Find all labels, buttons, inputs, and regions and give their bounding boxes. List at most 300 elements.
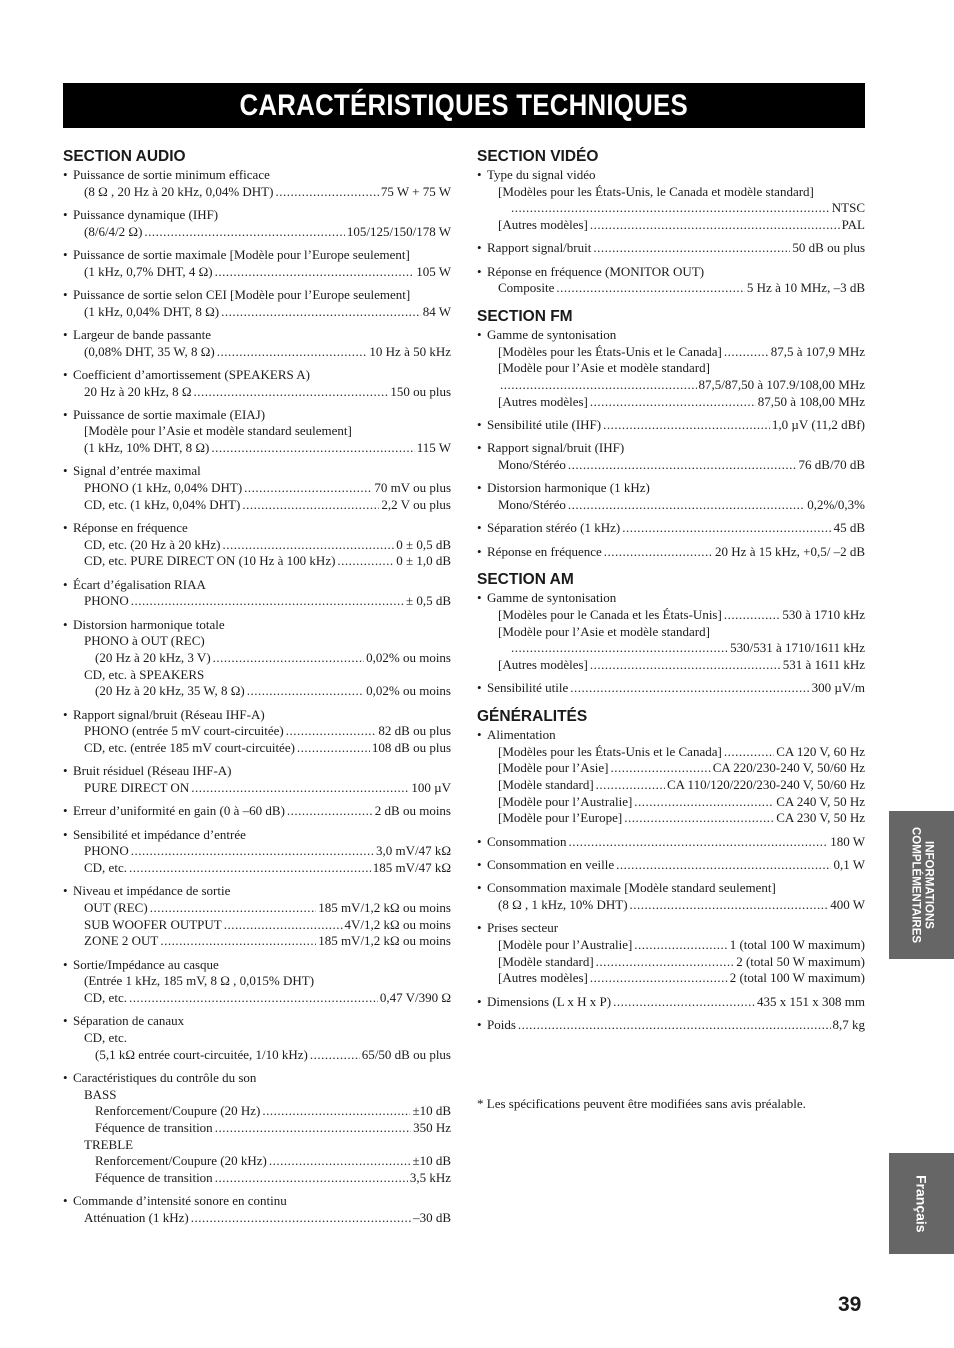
spec-label: Rapport signal/bruit (Réseau IHF-A) (73, 706, 265, 722)
dot-leader (262, 1103, 410, 1120)
spec-item (477, 880, 865, 913)
spec-label: (Entrée 1 kHz, 185 mV, 8 Ω , 0,015% DHT) (84, 973, 315, 989)
spec-item (477, 417, 865, 434)
dot-leader (224, 917, 343, 934)
bullet: • (63, 826, 68, 842)
spec-line (477, 480, 865, 497)
spec-label: CD, etc. PURE DIRECT ON (10 Hz à 100 kHz) (84, 553, 336, 569)
dot-leader (211, 440, 414, 457)
bullet: • (63, 286, 68, 302)
spec-line (477, 920, 865, 937)
bullet: • (63, 1193, 68, 1209)
spec-section (477, 707, 865, 1034)
spec-value: ±10 dB (412, 1153, 451, 1169)
spec-item (477, 480, 865, 513)
spec-line (477, 624, 865, 641)
spec-line (63, 1210, 451, 1227)
spec-item (63, 577, 451, 610)
spec-item (63, 957, 451, 1007)
dot-leader (213, 650, 364, 667)
spec-value: CA 230 V, 50 Hz (776, 810, 865, 826)
spec-label: Gamme de syntonisation (487, 326, 617, 342)
spec-label: Alimentation (487, 726, 556, 742)
spec-line (63, 917, 451, 934)
bullet: • (477, 1016, 482, 1032)
section-heading: SECTION AUDIO (63, 148, 186, 165)
dot-leader (724, 607, 780, 624)
spec-item (477, 264, 865, 297)
spec-value: 2 dB ou moins (374, 803, 451, 819)
spec-line (63, 827, 451, 844)
dot-leader (556, 280, 745, 297)
spec-line (477, 954, 865, 971)
spec-item (63, 827, 451, 877)
bullet: • (477, 543, 482, 559)
spec-item (477, 994, 865, 1011)
spec-line (63, 497, 451, 514)
spec-label: [Modèle pour l’Australie] (498, 936, 633, 952)
spec-label: [Modèle pour l’Asie et modèle standard] (498, 360, 710, 376)
spec-label: Consommation (487, 833, 567, 849)
spec-label: Coefficient d’amortissement (SPEAKERS A) (73, 366, 310, 382)
dot-leader (511, 200, 830, 217)
spec-line (477, 200, 865, 217)
spec-label: [Modèle pour l’Asie] (498, 760, 609, 776)
spec-line (477, 184, 865, 201)
spec-item (63, 1193, 451, 1226)
bullet: • (63, 706, 68, 722)
spec-item (63, 207, 451, 240)
spec-line (63, 650, 451, 667)
dot-leader (610, 760, 710, 777)
spec-item (63, 463, 451, 513)
spec-item (477, 920, 865, 987)
spec-value: 3,5 kHz (409, 1170, 451, 1186)
spec-line (477, 970, 865, 987)
dot-leader (129, 860, 371, 877)
dot-leader (150, 900, 317, 917)
footnote: * Les spécifications peuvent être modifiées sans avis préalable. (477, 1096, 806, 1111)
dot-leader (286, 723, 377, 740)
spec-label: CD, etc. (84, 990, 127, 1006)
spec-line (63, 554, 451, 571)
spec-line (63, 763, 451, 780)
spec-label: CD, etc. (84, 1030, 127, 1046)
spec-line (477, 794, 865, 811)
spec-value: 531 à 1611 kHz (782, 656, 865, 672)
bullet: • (63, 463, 68, 479)
spec-item (63, 407, 451, 457)
dot-leader (129, 990, 378, 1007)
side-tab-language-label: Français (913, 1174, 930, 1233)
spec-line (477, 327, 865, 344)
spec-line (477, 264, 865, 281)
spec-line (63, 520, 451, 537)
bullet: • (477, 880, 482, 896)
dot-leader (590, 657, 781, 674)
spec-value: 300 µV/m (811, 680, 865, 696)
spec-value: 87,50 à 108,00 MHz (757, 393, 865, 409)
dot-leader (131, 843, 374, 860)
spec-label: [Modèle pour l’Europe] (498, 810, 623, 826)
spec-line (63, 463, 451, 480)
dot-leader (242, 497, 379, 514)
dot-leader (622, 520, 831, 537)
spec-label: PURE DIRECT ON (84, 780, 190, 796)
spec-value: 84 W (422, 303, 451, 319)
spec-label: Sensibilité utile (487, 680, 569, 696)
spec-line (477, 344, 865, 361)
bullet: • (63, 576, 68, 592)
dot-leader (603, 417, 770, 434)
dot-leader (191, 780, 409, 797)
bullet: • (477, 726, 482, 742)
spec-label: (1 kHz, 0,7% DHT, 4 Ω) (84, 263, 213, 279)
spec-label: (20 Hz à 20 kHz, 3 V) (95, 650, 211, 666)
spec-value: 115 W (416, 440, 451, 456)
bullet: • (63, 956, 68, 972)
spec-line (63, 167, 451, 184)
spec-label: Mono/Stéréo (498, 496, 566, 512)
spec-line (63, 480, 451, 497)
spec-line (63, 344, 451, 361)
spec-item (63, 883, 451, 950)
bullet: • (477, 833, 482, 849)
spec-line (63, 740, 451, 757)
spec-line (477, 834, 865, 851)
spec-line (477, 657, 865, 674)
spec-line (63, 617, 451, 634)
spec-line (477, 360, 865, 377)
spec-item (477, 440, 865, 473)
spec-line (63, 327, 451, 344)
spec-label: Réponse en fréquence (MONITOR OUT) (487, 263, 705, 279)
spec-value: 4V/1,2 kΩ ou moins (344, 916, 451, 932)
spec-line (63, 900, 451, 917)
spec-label: Gamme de syntonisation (487, 590, 617, 606)
dot-leader (590, 217, 840, 234)
spec-label: 20 Hz à 20 kHz, 8 Ω (84, 383, 192, 399)
spec-value: 65/50 dB ou plus (361, 1046, 451, 1062)
spec-label: PHONO à OUT (REC) (84, 633, 205, 649)
bullet: • (477, 993, 482, 1009)
dot-leader (160, 933, 316, 950)
section-heading: GÉNÉRALITÉS (477, 707, 588, 725)
spec-value: 0 ± 1,0 dB (396, 553, 451, 569)
spec-label: Bruit résiduel (Réseau IHF-A) (73, 763, 232, 779)
spec-value: 105/125/150/178 W (346, 223, 451, 239)
spec-line (63, 577, 451, 594)
spec-label: Rapport signal/bruit (IHF) (487, 440, 625, 456)
dot-leader (247, 683, 364, 700)
spec-label: BASS (84, 1086, 117, 1102)
spec-value: 82 dB ou plus (378, 723, 451, 739)
title-bar (63, 83, 865, 128)
spec-value: CA 220/230-240 V, 50/60 Hz (712, 760, 865, 776)
spec-line (477, 394, 865, 411)
spec-line (63, 407, 451, 424)
spec-item (63, 1070, 451, 1187)
dot-leader (287, 803, 373, 820)
dot-leader (724, 344, 769, 361)
dot-leader (630, 897, 829, 914)
spec-line (63, 883, 451, 900)
spec-line (63, 1030, 451, 1047)
spec-line (63, 1153, 451, 1170)
spec-label: Atténuation (1 kHz) (84, 1210, 189, 1226)
spec-label: Sensibilité utile (IHF) (487, 417, 602, 433)
spec-label: PHONO (1 kHz, 0,04% DHT) (84, 480, 243, 496)
bullet: • (63, 1013, 68, 1029)
spec-label: [Autres modèles] (498, 393, 588, 409)
spec-item (477, 857, 865, 874)
dot-leader (144, 224, 344, 241)
spec-line (63, 440, 451, 457)
spec-label: Renforcement/Coupure (20 Hz) (95, 1103, 261, 1119)
dot-leader (590, 970, 728, 987)
dot-leader (215, 264, 415, 281)
spec-label: ZONE 2 OUT (84, 933, 159, 949)
bullet: • (63, 883, 68, 899)
spec-item (63, 707, 451, 757)
dot-leader (596, 954, 735, 971)
spec-value: 2 (total 100 W maximum) (729, 970, 865, 986)
spec-line (63, 1120, 451, 1137)
section-heading: SECTION AM (477, 571, 574, 589)
spec-line (63, 684, 451, 701)
spec-line (63, 957, 451, 974)
spec-label: Puissance dynamique (IHF) (73, 206, 219, 222)
spec-item (477, 167, 865, 234)
dot-leader (634, 937, 727, 954)
spec-label: Commande d’intensité sonore en continu (73, 1193, 287, 1209)
spec-value: 87,5 à 107,9 MHz (770, 343, 865, 359)
spec-line (477, 520, 865, 537)
dot-leader (131, 593, 404, 610)
spec-line (477, 857, 865, 874)
spec-line (63, 667, 451, 684)
spec-label: Dimensions (L x H x P) (487, 993, 612, 1009)
spec-label: TREBLE (84, 1136, 134, 1152)
spec-value: 350 Hz (413, 1120, 451, 1136)
spec-line (63, 247, 451, 264)
spec-label: Composite (498, 280, 555, 296)
spec-line (63, 224, 451, 241)
spec-label: [Autres modèles] (498, 656, 588, 672)
dot-leader (593, 240, 790, 257)
spec-line (63, 1193, 451, 1210)
spec-line (63, 990, 451, 1007)
dot-leader (590, 394, 756, 411)
bullet: • (477, 167, 482, 182)
spec-value: 2,2 V ou plus (381, 496, 451, 512)
spec-label: Renforcement/Coupure (20 kHz) (95, 1153, 267, 1169)
spec-line (63, 780, 451, 797)
spec-label: [Modèle pour l’Asie et modèle standard] (498, 623, 710, 639)
bullet: • (63, 1070, 68, 1085)
side-tab-language (889, 1153, 954, 1254)
spec-value: 45 dB (833, 520, 865, 536)
spec-line (477, 744, 865, 761)
bullet: • (63, 520, 68, 536)
spec-label: [Modèles pour les États-Unis et le Canada] (498, 743, 722, 759)
spec-label: Séparation stéréo (1 kHz) (487, 520, 621, 536)
bullet: • (63, 803, 68, 819)
spec-line (477, 607, 865, 624)
right-column (477, 144, 865, 1044)
spec-label: (1 kHz, 0,04% DHT, 8 Ω) (84, 303, 220, 319)
spec-value: 0,2%/0,3% (807, 496, 865, 512)
dot-leader (604, 544, 713, 561)
spec-value: 75 W + 75 W (380, 183, 451, 199)
spec-label: Type du signal vidéo (487, 166, 596, 182)
spec-item (477, 544, 865, 561)
spec-line (477, 1017, 865, 1034)
spec-section (477, 307, 865, 560)
spec-item (477, 520, 865, 537)
spec-item (63, 167, 451, 200)
spec-line (477, 377, 865, 394)
dot-leader (568, 834, 828, 851)
spec-label: CD, etc. (entrée 185 mV court-circuitée) (84, 740, 295, 756)
spec-label: Distorsion harmonique (1 kHz) (487, 480, 650, 496)
spec-value: PAL (841, 217, 865, 233)
spec-label: Puissance de sortie maximale (EIAJ) (73, 406, 266, 422)
dot-leader (244, 480, 372, 497)
dot-leader (500, 377, 697, 394)
spec-value: 76 dB/70 dB (798, 456, 865, 472)
spec-item (477, 727, 865, 827)
spec-line (63, 1087, 451, 1104)
spec-value: –30 dB (413, 1210, 451, 1226)
spec-label: PHONO (entrée 5 mV court-circuitée) (84, 723, 284, 739)
spec-line (477, 440, 865, 457)
spec-line (63, 184, 451, 201)
spec-value: 50 dB ou plus (792, 240, 865, 256)
bullet: • (63, 326, 68, 342)
bullet: • (477, 920, 482, 936)
spec-item (63, 327, 451, 360)
spec-value: 108 dB ou plus (371, 740, 451, 756)
dot-leader (337, 553, 394, 570)
spec-label: PHONO (84, 843, 129, 859)
spec-label: (8 Ω , 20 Hz à 20 kHz, 0,04% DHT) (84, 183, 274, 199)
spec-label: Puissance de sortie maximale [Modèle pour l’Europe seulement] (73, 246, 410, 262)
spec-label: Largeur de bande passante (73, 326, 212, 342)
spec-value: 8,7 kg (832, 1016, 865, 1032)
spec-section (477, 147, 865, 297)
spec-line (63, 1137, 451, 1154)
spec-label: [Modèle standard] (498, 953, 594, 969)
bullet: • (477, 240, 482, 256)
bullet: • (63, 246, 68, 262)
spec-line (63, 843, 451, 860)
spec-value: 185 mV/47 kΩ (372, 860, 451, 876)
spec-line (63, 593, 451, 610)
spec-line (477, 760, 865, 777)
spec-value: 0,02% ou moins (366, 683, 451, 699)
dot-leader (191, 1210, 411, 1227)
dot-leader (194, 384, 389, 401)
spec-label: Erreur d’uniformité en gain (0 à –60 dB) (73, 803, 285, 819)
spec-line (63, 207, 451, 224)
dot-leader (217, 344, 368, 361)
spec-label: [Modèles pour le Canada et les États-Unis] (498, 606, 722, 622)
dot-leader (511, 640, 728, 657)
spec-line (477, 810, 865, 827)
spec-label: OUT (REC) (84, 900, 148, 916)
spec-line (477, 280, 865, 297)
spec-line (63, 933, 451, 950)
spec-value: 400 W (830, 896, 865, 912)
spec-value: 530/531 à 1710/1611 kHz (730, 640, 865, 656)
spec-item (63, 287, 451, 320)
spec-line (63, 424, 451, 441)
spec-label: Puissance de sortie selon CEI [Modèle pour l’Europe seulement] (73, 286, 411, 302)
spec-value: 0,1 W (833, 856, 865, 872)
spec-value: 1,0 µV (11,2 dBf) (771, 417, 865, 433)
dot-leader (613, 994, 755, 1011)
dot-leader (568, 497, 805, 514)
spec-line (63, 1070, 451, 1087)
spec-line (63, 803, 451, 820)
spec-line (477, 544, 865, 561)
spec-label: [Autres modèles] (498, 970, 588, 986)
dot-leader (269, 1153, 411, 1170)
spec-label: Caractéristiques du contrôle du son (73, 1069, 257, 1085)
spec-item (63, 520, 451, 570)
dot-leader (310, 1047, 360, 1064)
spec-line (63, 633, 451, 650)
spec-label: (5,1 kΩ entrée court-circuitée, 1/10 kHz) (95, 1046, 308, 1062)
spec-label: Consommation en veille (487, 856, 615, 872)
spec-value: 5 Hz à 10 MHz, –3 dB (746, 280, 865, 296)
bullet: • (477, 327, 482, 342)
spec-label: PHONO (84, 593, 129, 609)
spec-line (477, 457, 865, 474)
spec-label: [Modèle standard] (498, 776, 594, 792)
spec-line (477, 640, 865, 657)
spec-label: [Modèles pour les États-Unis, le Canada et modèle standard] (498, 183, 814, 199)
spec-item (63, 763, 451, 796)
spec-value: 20 Hz à 15 kHz, +0,5/ –2 dB (715, 543, 865, 559)
spec-label: SUB WOOFER OUTPUT (84, 916, 222, 932)
spec-line (477, 937, 865, 954)
bullet: • (63, 366, 68, 382)
spec-value: 435 x 151 x 308 mm (757, 993, 865, 1009)
side-tab-informations (889, 811, 954, 959)
spec-line (63, 973, 451, 990)
spec-value: NTSC (831, 200, 865, 216)
spec-value: ±10 dB (412, 1103, 451, 1119)
spec-label: Sensibilité et impédance d’entrée (73, 826, 246, 842)
spec-item (477, 590, 865, 673)
spec-value: CA 110/120/220/230-240 V, 50/60 Hz (666, 776, 865, 792)
spec-line (477, 727, 865, 744)
spec-label: Réponse en fréquence (487, 543, 602, 559)
spec-value: 2 (total 50 W maximum) (736, 953, 865, 969)
spec-label: Niveau et impédance de sortie (73, 883, 231, 899)
spec-label: Mono/Stéréo (498, 456, 566, 472)
spec-line (63, 1103, 451, 1120)
spec-line (477, 167, 865, 184)
dot-leader (221, 304, 421, 321)
spec-label: (8 Ω , 1 kHz, 10% DHT) (498, 896, 628, 912)
bullet: • (477, 440, 482, 456)
dot-leader (215, 1170, 408, 1187)
spec-label: (20 Hz à 20 kHz, 35 W, 8 Ω) (95, 683, 245, 699)
spec-line (63, 860, 451, 877)
